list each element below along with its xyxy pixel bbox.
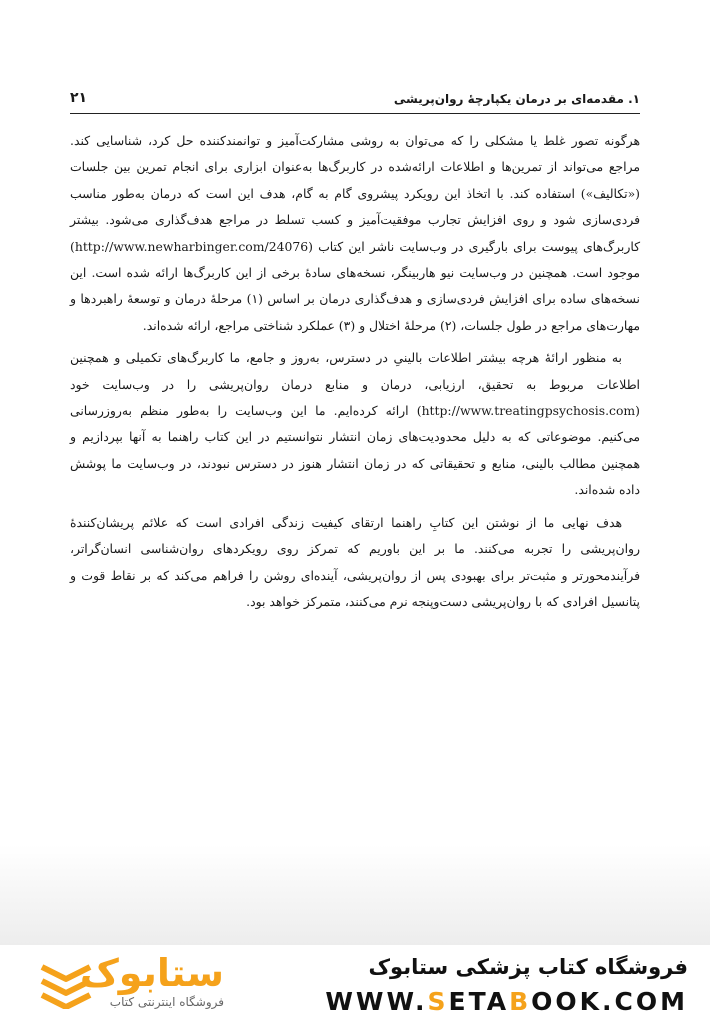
body-text (70, 128, 640, 621)
footer-gradient (0, 845, 710, 945)
paragraph: هرگونه تصور غلط یا مشکلی را که می‌توان به روشی مشارکت‌آمیز و توانمندکننده حل کرد، شناسایی کند. مراجع می‌تواند از تمرین‌ها و اطلاعات ارائه‌شده در کاربرگ‌ها به‌عنوان ابزاری برای انجام تمرین بین جلسات («تکالیف») استفاده کند. با اتخاذ این رویکرد پیشروی گام به گام، هدف این است که درمان به‌طور مناسب فردی‌سازی شود و روی افزایش تجارب موفقیت‌آمیز و کسب تسلط در مراجع هدف‌گذاری می‌شود. بیشتر کاربرگ‌های پیوست برای بارگیری در وب‌سایت ناشر این کتاب (http://www.newharbinger.com/24076) موجود است. همچنین در وب‌سایت نیو هاربینگر، نسخه‌های سادهٔ برخی از این کاربرگ‌ها ارائه شده است. این نسخه‌های ساده برای افزایش فردی‌سازی و هدف‌گذاری درمان بر اساس (۱) مرحلهٔ درمان و توسعهٔ راهبردها و مهارت‌های مراجع در طول جلسات، (۲) مرحلهٔ اختلال و (۳) عملکرد شناختی مراجع، ارائه شده‌اند. (70, 133, 640, 333)
store-name: فروشگاه کتاب پزشکی ستابوک (368, 955, 688, 979)
paragraph: به منظور ارائهٔ هرچه بیشتر اطلاعات بالینیِ در دسترس، به‌روز و جامع، ما کاربرگ‌های تکمیلی و همچنین اطلاعات مربوط به تحقیق، ارزیابی، درمان و منابع درمان روان‌پریشی را در وب‌سایت خود (http://www.treatingpsychosis.com) ارائه کرده‌ایم. ما این وب‌سایت را به‌طور منظم به‌روزرسانی می‌کنیم. موضوعاتی که به دلیل محدودیت‌های زمان انتشار نتوانستیم در این کتاب راهنما به آنها بپردازیم و همچنین مطالب بالینی، منابع و تحقیقاتی که در زمان انتشار هنوز در دسترس نبودند، در وب‌سایت ما پوشش داده شده‌اند. (70, 350, 640, 498)
store-url (325, 987, 688, 1016)
page-number: ۲۱ (70, 90, 88, 106)
url-mid: ETA (448, 987, 510, 1016)
setabook-logo (38, 953, 228, 1017)
publisher-footer (0, 945, 710, 1023)
url-prefix: WWW. (325, 987, 428, 1016)
url-suffix: OOK.COM (531, 987, 688, 1016)
header-rule (70, 113, 640, 114)
url-highlight-s: S (427, 987, 449, 1016)
paragraph: هدف نهایی ما از نوشتن این کتابِ راهنما ارتقای کیفیت زندگی افرادی است که علائم پریشان‌کنندهٔ روان‌پریشی را تجربه می‌کنند. ما بر این باوریم که تمرکز روی رویکردهای روان‌شناسی انسان‌گراتر، فرآیندمحورتر و مثبت‌تر برای بهبودی پس از روان‌پریشی، آینده‌ای روشن را فراهم می‌کند که بر نقاط قوت و پتانسیل افرادی که با روان‌پریشی دست‌وپنجه نرم می‌کنند، متمرکز خواهد بود. (70, 514, 640, 609)
running-header (70, 88, 640, 114)
url-highlight-b: B (509, 987, 532, 1016)
logo-brand-text: ستابوک (79, 951, 224, 995)
chapter-title: ۱. مقدمه‌ای بر درمان یکپارچهٔ روان‌پریشی (393, 92, 640, 106)
logo-tagline: فروشگاه اینترنتی کتاب (109, 995, 224, 1009)
